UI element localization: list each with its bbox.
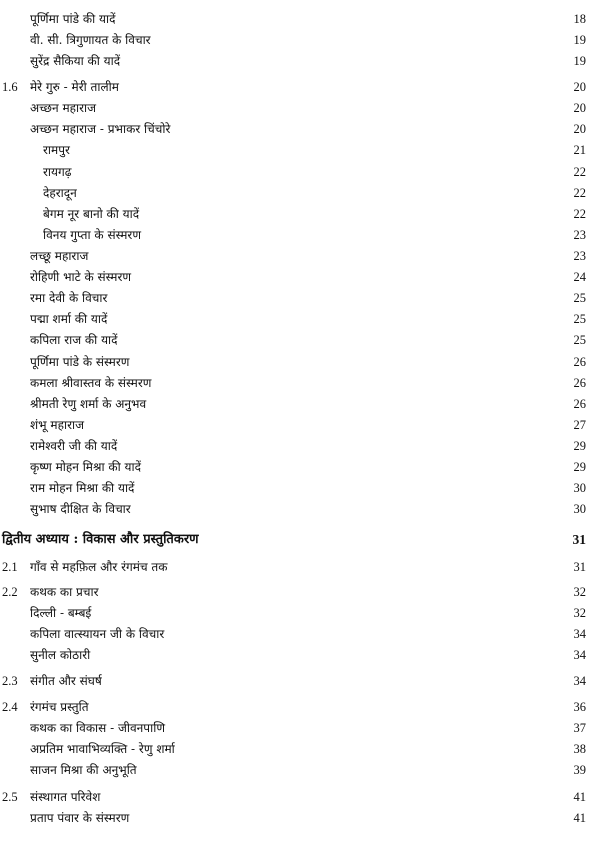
toc-entry-page: 21 xyxy=(573,143,586,157)
toc-entry xyxy=(0,436,600,456)
toc-entry-title: सुभाष दीक्षित के विचार xyxy=(30,502,131,516)
toc-entry-page: 24 xyxy=(573,270,586,284)
toc-entry-title: पद्मा शर्मा की यादें xyxy=(30,312,108,326)
toc-entry-title: साजन मिश्रा की अनुभूति xyxy=(30,763,137,777)
toc-entry xyxy=(0,373,600,393)
toc-entry-page: 34 xyxy=(573,648,586,662)
toc-entry-title: शंभू महाराज xyxy=(30,418,84,432)
toc-entry-title: गाँव से महफ़िल और रंगमंच तक xyxy=(30,560,168,574)
toc-entry-page: 32 xyxy=(573,606,586,620)
toc-entry-page: 25 xyxy=(573,291,586,305)
toc-entry-title: विनय गुप्ता के संस्मरण xyxy=(43,228,141,242)
toc-entry-page: 22 xyxy=(573,186,586,200)
toc-entry-page: 26 xyxy=(573,355,586,369)
toc-entry xyxy=(0,624,600,644)
toc-entry-title: प्रताप पंवार के संस्मरण xyxy=(30,811,130,825)
toc-entry-page: 39 xyxy=(573,763,586,777)
toc-chapter xyxy=(0,530,600,550)
toc-entry-page: 34 xyxy=(573,674,586,688)
toc-entry xyxy=(0,246,600,266)
toc-entry-page: 31 xyxy=(573,560,586,574)
toc-entry xyxy=(0,645,600,665)
toc-entry xyxy=(0,499,600,519)
toc-entry xyxy=(0,478,600,498)
toc-entry-page: 26 xyxy=(573,397,586,411)
toc-entry xyxy=(0,183,600,203)
toc-entry xyxy=(0,267,600,287)
toc-entry-title: रंगमंच प्रस्तुति xyxy=(30,700,89,714)
toc-entry xyxy=(0,309,600,329)
toc-section xyxy=(0,557,600,577)
toc-entry-title: रामेश्वरी जी की यादें xyxy=(30,439,118,453)
toc-entry-title: दिल्ली - बम्बई xyxy=(30,606,92,620)
toc-entry xyxy=(0,739,600,759)
toc-entry-title: संगीत और संघर्ष xyxy=(30,674,102,688)
toc-entry-title: लच्छू महाराज xyxy=(30,249,89,263)
toc-entry-title: सुनील कोठारी xyxy=(30,648,91,662)
toc-entry-title: कमला श्रीवास्तव के संस्मरण xyxy=(30,376,152,390)
toc-entry xyxy=(0,98,600,118)
toc-entry-page: 23 xyxy=(573,228,586,242)
toc-entry xyxy=(0,718,600,738)
toc-entry-title: मेरे गुरु - मेरी तालीम xyxy=(30,80,119,94)
toc-entry xyxy=(0,140,600,160)
toc-section-number: 1.6 xyxy=(2,80,18,94)
toc-section xyxy=(0,582,600,602)
toc-entry xyxy=(0,204,600,224)
toc-entry-title: कपिला वात्स्यायन जी के विचार xyxy=(30,627,165,641)
toc-section-number: 2.5 xyxy=(2,790,18,804)
toc-entry-title: रामपुर xyxy=(43,143,70,157)
toc-entry-title: पूर्णिमा पांडे के संस्मरण xyxy=(30,355,130,369)
toc-entry-page: 20 xyxy=(573,80,586,94)
toc-entry-page: 23 xyxy=(573,249,586,263)
toc-entry-page: 32 xyxy=(573,585,586,599)
toc-entry xyxy=(0,225,600,245)
toc-entry-title: रमा देवी के विचार xyxy=(30,291,108,305)
toc-entry-title: सुरेंद्र सैकिया की यादें xyxy=(30,54,121,68)
toc-entry-title: कृष्ण मोहन मिश्रा की यादें xyxy=(30,460,141,474)
toc-entry-page: 30 xyxy=(573,481,586,495)
toc-entry-page: 27 xyxy=(573,418,586,432)
toc-entry xyxy=(0,457,600,477)
toc-section-number: 2.1 xyxy=(2,560,18,574)
toc-entry-title: पूर्णिमा पांडे की यादें xyxy=(30,12,116,26)
toc-entry xyxy=(0,51,600,71)
toc-entry-page: 38 xyxy=(573,742,586,756)
toc-entry-title: राम मोहन मिश्रा की यादें xyxy=(30,481,135,495)
toc-entry-title: कपिला राज की यादें xyxy=(30,333,118,347)
toc-section-number: 2.4 xyxy=(2,700,18,714)
toc-entry-page: 25 xyxy=(573,333,586,347)
toc-entry xyxy=(0,808,600,828)
toc-entry xyxy=(0,415,600,435)
toc-entry-page: 26 xyxy=(573,376,586,390)
toc-entry xyxy=(0,330,600,350)
toc-section xyxy=(0,671,600,691)
toc-entry xyxy=(0,394,600,414)
toc-entry-page: 30 xyxy=(573,502,586,516)
toc-entry-title: अच्छन महाराज - प्रभाकर चिंचोरे xyxy=(30,122,171,136)
toc-entry-page: 22 xyxy=(573,165,586,179)
toc-entry-page: 20 xyxy=(573,122,586,136)
toc-entry-page: 29 xyxy=(573,460,586,474)
toc-entry-page: 20 xyxy=(573,101,586,115)
toc-entry-page: 29 xyxy=(573,439,586,453)
toc-entry-title: श्रीमती रेणु शर्मा के अनुभव xyxy=(30,397,147,411)
toc-entry-page: 19 xyxy=(573,54,586,68)
toc-entry-page: 41 xyxy=(573,811,586,825)
toc-entry-title: कथक का विकास - जीवनपाणि xyxy=(30,721,166,735)
toc-entry-title: वी. सी. त्रिगुणायत के विचार xyxy=(30,33,151,47)
toc-entry-page: 19 xyxy=(573,33,586,47)
toc-entry xyxy=(0,9,600,29)
toc-entry xyxy=(0,162,600,182)
toc-entry xyxy=(0,119,600,139)
toc-entry-page: 36 xyxy=(573,700,586,714)
toc-entry-title: देहरादून xyxy=(43,186,77,200)
toc-entry-title: अच्छन महाराज xyxy=(30,101,97,115)
toc-entry-title: रोहिणी भाटे के संस्मरण xyxy=(30,270,132,284)
toc-entry-page: 18 xyxy=(573,12,586,26)
toc-entry-title: बेगम नूर बानो की यादें xyxy=(43,207,140,221)
toc-entry xyxy=(0,760,600,780)
toc-entry xyxy=(0,30,600,50)
toc-chapter-page: 31 xyxy=(572,532,586,547)
toc-section xyxy=(0,787,600,807)
toc-section-number: 2.2 xyxy=(2,585,18,599)
toc-entry-page: 41 xyxy=(573,790,586,804)
toc-entry-page: 22 xyxy=(573,207,586,221)
toc-chapter-title: द्वितीय अध्याय : विकास और प्रस्तुतिकरण xyxy=(2,532,199,547)
toc-entry-page: 25 xyxy=(573,312,586,326)
toc-section xyxy=(0,77,600,97)
toc-entry-title: संस्थागत परिवेश xyxy=(30,790,101,804)
toc-section xyxy=(0,697,600,717)
toc-entry-title: रायगढ़ xyxy=(43,165,72,179)
toc-entry-page: 34 xyxy=(573,627,586,641)
toc-entry-title: कथक का प्रचार xyxy=(30,585,99,599)
toc-entry-page: 37 xyxy=(573,721,586,735)
toc-entry xyxy=(0,603,600,623)
toc-section-number: 2.3 xyxy=(2,674,18,688)
toc-entry xyxy=(0,288,600,308)
toc-entry-title: अप्रतिम भावाभिव्यक्ति - रेणु शर्मा xyxy=(30,742,175,756)
toc-entry xyxy=(0,352,600,372)
